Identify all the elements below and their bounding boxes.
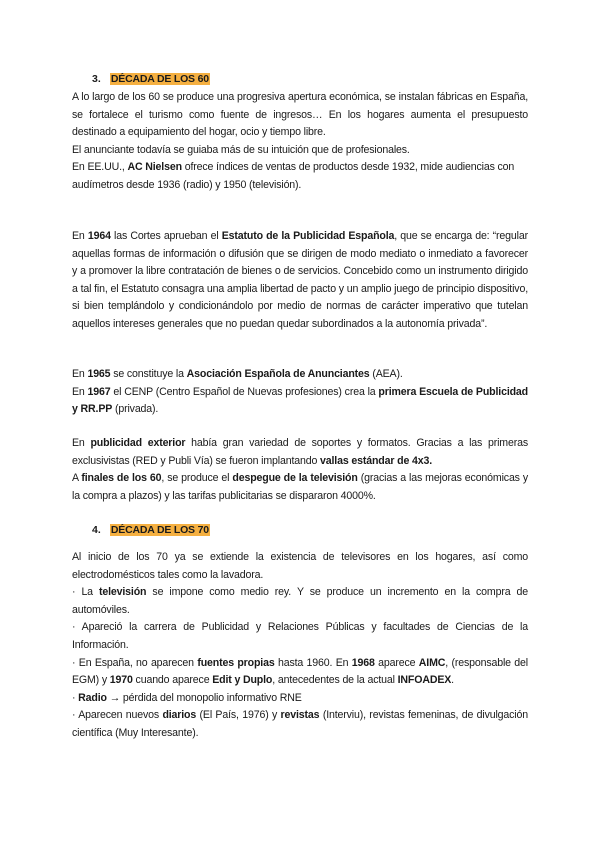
section-3-intro xyxy=(72,89,528,195)
paragraph-apertura: A lo largo de los 60 se produce una progresiva apertura económica, se instalan fábricas en España, se fortalece el turismo como fuente de ingresos… En los hogares aumenta el presupuesto destinado a equipamiento del hogar, ocio y tiempo libre. xyxy=(72,91,528,139)
list-item-diarios: · Aparecen nuevos diarios (El País, 1976) y revistas (Interviu), revistas femeninas, de divulgación científica (Muy Interesante). xyxy=(72,709,528,739)
paragraph-1965: En 1965 se constituye la Asociación Española de Anunciantes (AEA). xyxy=(72,368,403,380)
list-item-television: · La televisión se impone como medio rey. Y se produce un incremento en la compra de automóviles. xyxy=(72,586,528,616)
paragraph-nielsen: En EE.UU., AC Nielsen ofrece índices de ventas de productos desde 1932, mide audiencias con audímetros desde 1936 (radio) y 1950 (televisión). xyxy=(72,161,515,191)
section-4-title: DÉCADA DE LOS 70 xyxy=(110,524,209,536)
list-item-radio: · Radio → pérdida del monopolio informativo RNE xyxy=(72,691,302,704)
paragraph-estatuto: En 1964 las Cortes aprueban el Estatuto de la Publicidad Española, que se encarga de: “regular aquellas formas de información o difusión que se dirigen de modo mediato o inmediato a favorecer y a promover la libre contratación de bienes o de servicios. Concebido como un instrumento dirigido a tal fin, el Estatuto consagra una amplia libertad de pacto y un amplio juego de principio dispositivo, si bien templándolo y condicionándolo por medio de normas de carácter imperativo que tutelan aquellos intereses generales que no puedan quedar subordinados a la autonomía privada”. xyxy=(72,230,528,330)
section-4-body xyxy=(72,549,528,743)
list-item-fuentes: · En España, no aparecen fuentes propias hasta 1960. En 1968 aparece AIMC, (responsable del EGM) y 1970 cuando aparece Edit y Duplo, antecedentes de la actual INFOADEX. xyxy=(72,656,528,687)
paragraph-exterior: En publicidad exterior había gran variedad de soportes y formatos. Gracias a las primeras exclusivistas (RED y Publi Vía) se fueron implantando vallas estándar de 4x3. xyxy=(72,437,528,467)
paragraph-television: A finales de los 60, se produce el despegue de la televisión (gracias a las mejoras económicas y la compra a plazos) y las tarifas publicitarias se dispararon 4000%. xyxy=(72,472,529,502)
section-3-number: 3. xyxy=(92,73,101,85)
section-4-heading xyxy=(92,523,210,537)
paragraph-anunciante: El anunciante todavía se guiaba más de su intuición que de profesionales. xyxy=(72,143,410,156)
section-3-heading xyxy=(92,72,210,86)
list-item-carrera: · Apareció la carrera de Publicidad y Relaciones Públicas y facultades de Ciencias de la Información. xyxy=(72,621,528,651)
paragraph-inicio-70: Al inicio de los 70 ya se extiende la existencia de televisores en los hogares, así como electrodomésticos tales como la lavadora. xyxy=(72,551,528,581)
section-3-exterior xyxy=(72,435,528,505)
section-3-milestones xyxy=(72,366,528,419)
section-4-number: 4. xyxy=(92,524,101,536)
paragraph-1967: En 1967 el CENP (Centro Español de Nuevas profesiones) crea la primera Escuela de Publicidad y RR.PP (privada). xyxy=(72,385,528,416)
section-3-title: DÉCADA DE LOS 60 xyxy=(110,73,209,85)
